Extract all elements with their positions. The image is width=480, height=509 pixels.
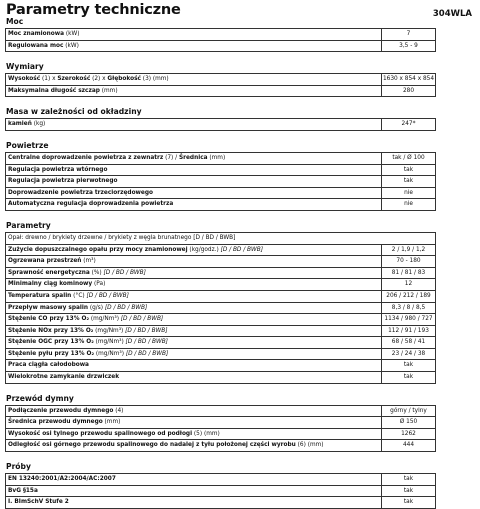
label-segment: Stężenie pyłu przy 13% O₂ [8, 350, 95, 357]
row-value: 3,5 - 9 [382, 41, 436, 53]
row-label [6, 279, 382, 291]
row-value: 12 [382, 279, 436, 291]
table-row [6, 153, 436, 165]
label-segment: Maksymalna długość szczap [8, 87, 100, 94]
table-row [6, 119, 436, 131]
row-value: 7 [382, 29, 436, 41]
label-segment: (1) x [40, 76, 58, 83]
label-segment: [D / BD / BWB] [193, 234, 236, 241]
row-label [6, 429, 382, 441]
row-label [6, 326, 382, 338]
label-segment: Automatyczna regulacja doprowadzenia powietrza [8, 201, 174, 208]
row-value: tak [382, 176, 436, 188]
row-label [6, 153, 382, 165]
label-segment: (3) (mm) [140, 76, 169, 83]
label-segment: (kg) [31, 121, 46, 128]
label-segment: Wysokość osi tylnego przewodu spalinowego od podłogi [8, 430, 193, 437]
label-segment: (mm) [102, 419, 121, 426]
spec-section [5, 107, 436, 131]
table-row [6, 165, 436, 177]
table-row [6, 474, 436, 486]
row-value: nie [382, 188, 436, 200]
row-label [6, 268, 382, 280]
row-value: 23 / 24 / 38 [382, 349, 436, 361]
row-value: tak [382, 372, 436, 384]
label-segment: (kW) [64, 31, 80, 37]
label-segment: (mg/Nm³) [94, 350, 126, 357]
row-value: 2 / 1,9 / 1,2 [382, 245, 436, 257]
table-row [6, 188, 436, 200]
label-segment: [D / BD / BWB] [104, 304, 148, 311]
label-segment: (mg/Nm³) [89, 316, 121, 323]
row-value: tak [382, 165, 436, 177]
label-segment: (6) (mm) [295, 442, 324, 449]
table-row [6, 349, 436, 361]
table-row [6, 406, 436, 418]
section-title: Powietrze [6, 140, 49, 150]
table-row [6, 303, 436, 315]
spec-table [5, 152, 436, 211]
spec-section [5, 462, 436, 509]
row-label [6, 349, 382, 361]
label-segment: (%) [89, 269, 104, 276]
label-segment: (mg/Nm³) [93, 327, 126, 334]
row-value: nie [382, 199, 436, 211]
row-value: 444 [382, 440, 436, 452]
label-segment: Głębokość [107, 76, 141, 83]
row-label [6, 74, 382, 86]
row-value: Ø 150 [382, 417, 436, 429]
label-segment: Wysokość [8, 76, 41, 83]
row-label [6, 119, 382, 131]
row-value: górny / tylny [382, 406, 436, 418]
row-label [6, 245, 382, 257]
label-segment: Centralne doprowadzenie powietrza z zewnatrz [8, 154, 164, 161]
table-row [6, 326, 436, 338]
label-segment: Regulowana moc [8, 42, 64, 49]
section-title: Masa w zależności od okładziny [6, 107, 142, 117]
row-value: tak / Ø 100 [382, 153, 436, 165]
spec-section [5, 394, 436, 452]
label-segment: (kg/godz.) [187, 246, 221, 253]
label-segment: [D / BD / BWB] [103, 269, 146, 276]
section-title: Przewód dymny [6, 393, 74, 403]
table-row [6, 233, 436, 245]
row-label [6, 291, 382, 303]
label-segment: [D / BD / BWB] [125, 350, 169, 357]
table-row [6, 86, 436, 98]
row-value: tak [382, 486, 436, 498]
label-segment: (mm) [99, 87, 118, 94]
table-row [6, 279, 436, 291]
label-segment: kamień [8, 121, 32, 128]
table-row [6, 74, 436, 86]
row-label [6, 314, 382, 326]
table-row [6, 29, 436, 41]
label-segment: [D / BD / BWB] [125, 339, 168, 346]
row-value: tak [382, 360, 436, 372]
label-segment: (g/s) [88, 304, 105, 311]
row-label [6, 497, 382, 509]
label-segment: Regulacja powietrza pierwotnego [8, 178, 118, 185]
label-segment: (5) (mm) [192, 430, 220, 437]
label-segment: Praca ciągła całodobowa [8, 362, 89, 369]
row-value: 280 [382, 86, 436, 98]
spec-table [5, 405, 436, 452]
label-segment: Regulacja powietrza wtórnego [8, 166, 108, 173]
row-label [6, 474, 382, 486]
row-label [6, 188, 382, 200]
label-segment: Opał [8, 234, 22, 241]
spec-table [5, 28, 436, 52]
table-row [6, 429, 436, 441]
table-row [6, 497, 436, 509]
row-value: 8,3 / 8 / 8,5 [382, 303, 436, 315]
row-value: 247* [382, 119, 436, 131]
spec-section [5, 221, 436, 384]
spec-table [5, 232, 436, 384]
label-segment: : drewno / brykiety drzewne / brykiety z węgla brunatnego [21, 234, 194, 241]
label-segment: Podłączenie przewodu dymnego [8, 407, 114, 414]
model-code: 304WLA [432, 9, 472, 19]
spec-content [5, 17, 436, 509]
spec-table [5, 118, 436, 131]
label-segment: Stężenie OGC przy 13% O₂ [8, 339, 94, 346]
label-segment: (4) [113, 407, 124, 414]
section-title: Moc [6, 17, 24, 26]
table-row [6, 314, 436, 326]
row-label [6, 337, 382, 349]
label-segment: (7) / [163, 154, 179, 161]
row-label [6, 417, 382, 429]
table-row [6, 268, 436, 280]
row-label [6, 199, 382, 211]
row-label [6, 256, 382, 268]
table-row [6, 417, 436, 429]
spec-table [5, 473, 436, 509]
row-value: 68 / 58 / 41 [382, 337, 436, 349]
row-label [6, 440, 382, 452]
table-row [6, 291, 436, 303]
table-row [6, 360, 436, 372]
row-value: 112 / 91 / 193 [382, 326, 436, 338]
row-label [6, 303, 382, 315]
row-value: 206 / 212 / 189 [382, 291, 436, 303]
label-segment: (kW) [63, 42, 79, 49]
label-segment: BvG §15a [8, 487, 38, 494]
row-label [6, 406, 382, 418]
label-segment: Stężenie NOx przy 13% O₂ [8, 327, 94, 334]
label-segment: [D / BD / BWB] [220, 246, 263, 253]
row-label [6, 360, 382, 372]
label-segment: [D / BD / BWB] [125, 327, 168, 334]
row-value: 1262 [382, 429, 436, 441]
label-segment: [D / BD / BWB] [120, 316, 164, 323]
label-segment: Minimalny ciąg kominowy [8, 281, 93, 288]
page-title: Parametry techniczne [6, 2, 181, 18]
label-segment: Doprowadzenie powietrza trzeciorzędowego [8, 189, 153, 196]
label-segment: (Pa) [92, 281, 106, 288]
table-row [6, 176, 436, 188]
row-value: tak [382, 497, 436, 509]
row-value: 1630 x 854 x 854 [382, 74, 436, 86]
label-segment: Szerokość [57, 76, 91, 83]
row-label [6, 41, 382, 53]
row-value: 81 / 81 / 83 [382, 268, 436, 280]
label-segment: (°C) [71, 292, 87, 299]
label-segment: Sprawność energetyczna [8, 269, 90, 276]
label-segment: (mm) [207, 154, 226, 161]
table-row [6, 440, 436, 452]
spec-table [5, 73, 436, 97]
label-segment: Zużycie dopuszczalnego opału przy mocy znamionowej [8, 246, 188, 253]
section-title: Wymiary [6, 62, 44, 72]
label-segment: (mg/Nm³) [93, 339, 126, 346]
row-label [6, 165, 382, 177]
label-segment: Odległość osi górnego przewodu spalinowego do nadalej z tyłu położonej części wyrobu [8, 442, 296, 449]
label-segment: [D / BD / BWB] [86, 292, 129, 299]
label-segment: Moc znamionowa [8, 31, 65, 37]
label-segment: EN 13240:2001/A2:2004/AC:2007 [8, 476, 116, 483]
label-segment: (m³) [81, 258, 96, 265]
row-value: 1134 / 980 / 727 [382, 314, 436, 326]
table-row [6, 41, 436, 53]
row-label [6, 86, 382, 98]
label-segment: Ogrzewana przestrzeń [8, 258, 82, 265]
label-segment: Stężenie CO przy 13% O₂ [8, 316, 89, 323]
row-label [6, 486, 382, 498]
label-segment: Temperatura spalin [8, 292, 72, 299]
table-row [6, 245, 436, 257]
label-segment: Wielokrotne zamykanie drzwiczek [8, 374, 120, 381]
table-row [6, 486, 436, 498]
section-title: Próby [6, 462, 31, 472]
label-segment: Średnica [178, 154, 208, 161]
row-label [6, 233, 436, 245]
label-segment: I. BImSchV Stufe 2 [8, 499, 69, 506]
spec-section [5, 141, 436, 211]
table-row [6, 199, 436, 211]
row-label [6, 176, 382, 188]
table-row [6, 372, 436, 384]
spec-section [5, 62, 436, 97]
label-segment: (2) x [90, 76, 108, 83]
label-segment: Przepływ masowy spalin [8, 304, 89, 311]
row-label [6, 372, 382, 384]
table-row [6, 337, 436, 349]
row-value: 70 - 180 [382, 256, 436, 268]
row-label [6, 29, 382, 41]
table-row [6, 256, 436, 268]
row-value: tak [382, 474, 436, 486]
spec-section [5, 17, 436, 52]
label-segment: Średnica przewodu dymnego [8, 419, 103, 426]
section-title: Parametry [6, 220, 51, 230]
